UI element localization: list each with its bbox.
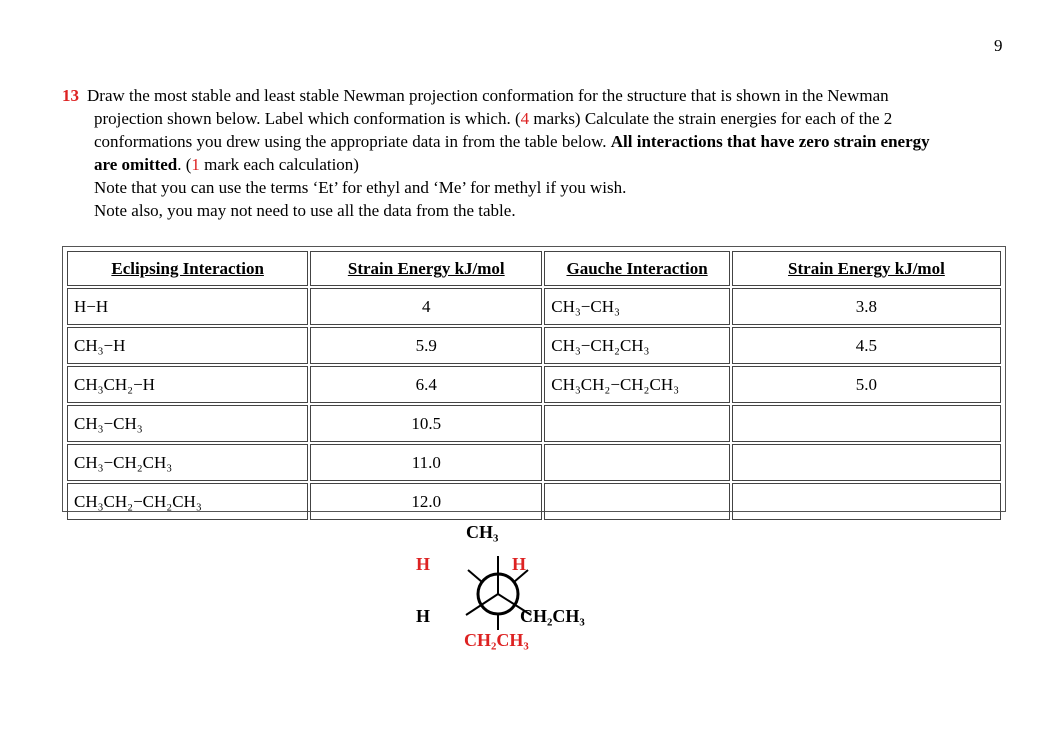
- eclipsing-energy-cell: 12.0: [310, 483, 542, 520]
- eclipsing-cell: CH₃CH₂−H: [67, 366, 308, 403]
- gauche-energy-cell: 5.0: [732, 366, 1001, 403]
- note-table-data: Note also, you may not need to use all the data from the table.: [94, 201, 516, 220]
- page-number: 9: [994, 36, 1003, 55]
- label-back-bottom: CH₂CH₃: [464, 630, 529, 650]
- question-line-4-mid: . (: [177, 155, 192, 174]
- gauche-cell: CH₃−CH₃: [544, 288, 730, 325]
- gauche-energy-cell: [732, 405, 1001, 442]
- gauche-energy-cell: 4.5: [732, 327, 1001, 364]
- question-line-1: Draw the most stable and least stable Newman projection conformation for the structure that is shown in the Newman: [87, 86, 889, 105]
- marks-1: 1: [191, 155, 200, 174]
- note-ethyl-methyl: Note that you can use the terms ‘Et’ for ethyl and ‘Me’ for methyl if you wish.: [94, 178, 627, 197]
- gauche-cell: CH₃CH₂−CH₂CH₃: [544, 366, 730, 403]
- table-row: [67, 366, 1001, 403]
- table-row: [67, 288, 1001, 325]
- eclipsing-energy-cell: 10.5: [310, 405, 542, 442]
- strain-energy-table: [62, 246, 1006, 512]
- question-line-2: projection shown below. Label which conformation is which. (: [94, 109, 521, 128]
- gauche-cell: [544, 483, 730, 520]
- newman-diagram: [400, 520, 660, 670]
- table-row: [67, 327, 1001, 364]
- zero-strain-note: All interactions that have zero strain energy: [610, 132, 930, 151]
- question-line-4-end: mark each calculation): [199, 155, 359, 174]
- table-header-row: [67, 251, 1001, 286]
- bond-front-left: [466, 594, 498, 615]
- question-number: 13: [62, 86, 79, 105]
- label-front-bottom-left: H: [416, 606, 431, 626]
- eclipsing-energy-cell: 6.4: [310, 366, 542, 403]
- omitted-note: are omitted: [94, 155, 178, 174]
- table-row: [67, 405, 1001, 442]
- eclipsing-cell: CH₃−CH₃: [67, 405, 308, 442]
- eclipsing-cell: CH₃CH₂−CH₂CH₃: [67, 483, 308, 520]
- header-gauche-energy: Strain Energy kJ/mol: [732, 251, 1001, 286]
- label-front-bottom-right: CH₂CH₃: [520, 606, 585, 626]
- eclipsing-cell: CH₃−CH₂CH₃: [67, 444, 308, 481]
- eclipsing-cell: H−H: [67, 288, 308, 325]
- header-eclipsing: Eclipsing Interaction: [67, 251, 308, 286]
- question-line-3: conformations you drew using the appropriate data in from the table below.: [94, 132, 611, 151]
- marks-4: 4: [520, 109, 530, 128]
- bond-back-left: [468, 570, 482, 582]
- gauche-energy-cell: [732, 444, 1001, 481]
- eclipsing-energy-cell: 11.0: [310, 444, 542, 481]
- gauche-energy-cell: 3.8: [732, 288, 1001, 325]
- header-eclipsing-energy: Strain Energy kJ/mol: [310, 251, 542, 286]
- gauche-cell: [544, 405, 730, 442]
- table-row: [67, 444, 1001, 481]
- gauche-cell: [544, 444, 730, 481]
- label-front-top: CH₃: [466, 522, 499, 542]
- header-gauche: Gauche Interaction: [544, 251, 730, 286]
- label-back-top-left: H: [416, 554, 431, 574]
- question-line-2-end: marks) Calculate the strain energies for each of the 2: [529, 109, 893, 128]
- eclipsing-cell: CH₃−H: [67, 327, 308, 364]
- label-back-top-right: H: [512, 554, 527, 574]
- table-row: [67, 483, 1001, 520]
- gauche-energy-cell: [732, 483, 1001, 520]
- gauche-cell: CH₃−CH₂CH₃: [544, 327, 730, 364]
- eclipsing-energy-cell: 4: [310, 288, 542, 325]
- eclipsing-energy-cell: 5.9: [310, 327, 542, 364]
- newman-projection: [400, 520, 660, 670]
- question-text: [62, 84, 1012, 222]
